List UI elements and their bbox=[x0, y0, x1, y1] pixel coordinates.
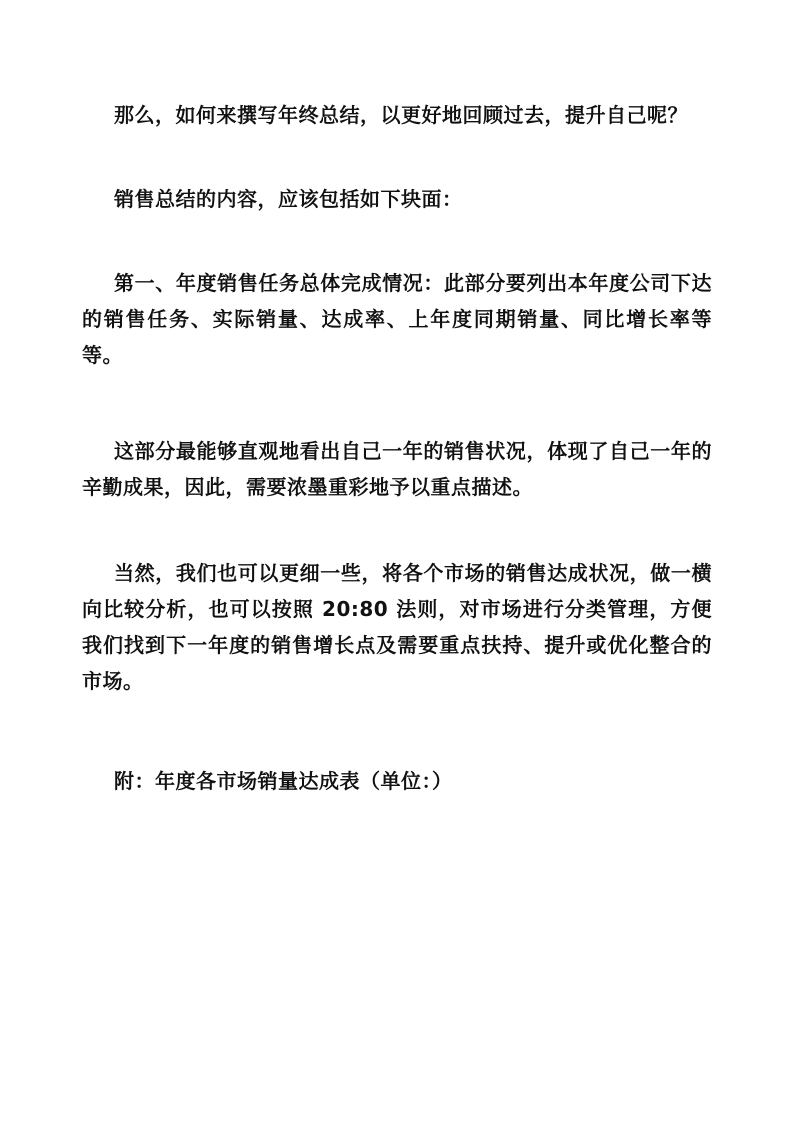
paragraph-intro-question: 那么，如何来撰写年终总结，以更好地回顾过去，提升自己呢？ bbox=[114, 103, 688, 127]
paragraph-annual-task-completion: 第一、年度销售任务总体完成情况：此部分要列出本年度公司下达的销售任务、实际销量、达成率、上年度同期销量、同比增长率等等。 bbox=[82, 271, 712, 367]
paragraph-sales-status: 这部分最能够直观地看出自己一年的销售状况，体现了自己一年的辛勤成果，因此，需要浓墨重彩地予以重点描述。 bbox=[82, 439, 712, 499]
paragraph-summary-contents: 销售总结的内容，应该包括如下块面： bbox=[114, 187, 463, 211]
paragraph-appendix-table-caption: 附：年度各市场销量达成表（单位：） bbox=[114, 769, 453, 793]
paragraph-market-analysis: 当然，我们也可以更细一些，将各个市场的销售达成状况，做一横向比较分析，也可以按照 20:80 法则，对市场进行分类管理，方便我们找到下一年度的销售增长点及需要重点扶持、提升或优化整合的市场。 bbox=[82, 561, 712, 693]
